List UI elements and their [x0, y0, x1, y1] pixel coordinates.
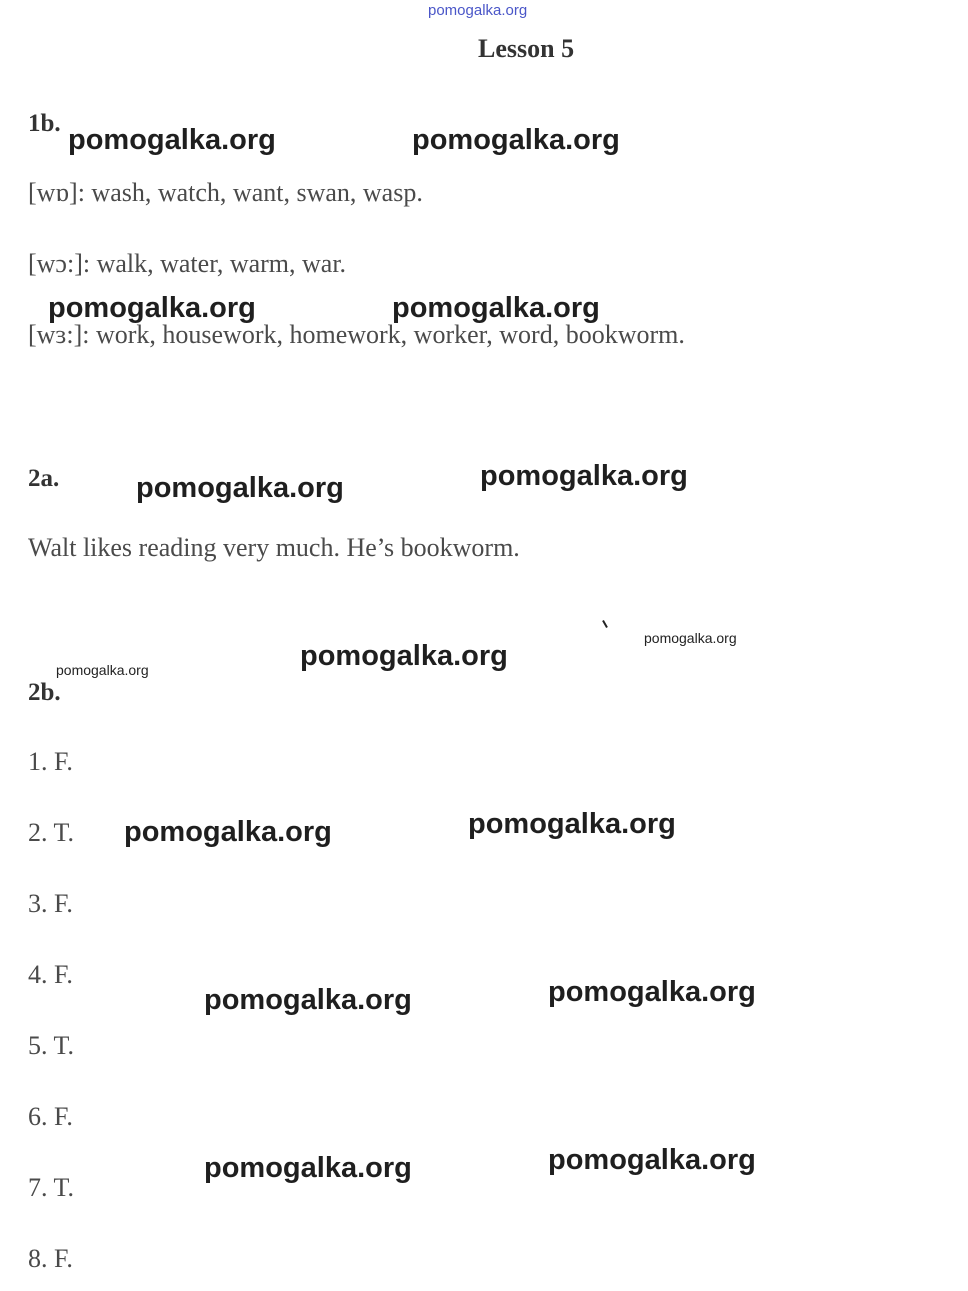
- watermark-text: pomogalka.org: [48, 292, 256, 324]
- phonetic-line-wo-long: [wɔ:]: walk, water, warm, war.: [28, 249, 347, 278]
- watermark-text-small: pomogalka.org: [644, 630, 737, 646]
- section-2a-text: Walt likes reading very much. He’s bookworm.: [28, 533, 520, 562]
- watermark-text: pomogalka.org: [204, 1152, 412, 1184]
- watermark-text: pomogalka.org: [468, 808, 676, 840]
- answer-item: 2. T.: [28, 818, 74, 847]
- answer-item: 7. T.: [28, 1173, 74, 1202]
- phonetic-line-w3-long: [wɜ:]: work, housework, homework, worker, word, bookworm.: [28, 320, 685, 349]
- stray-mark: [602, 620, 608, 628]
- watermark-text: pomogalka.org: [548, 976, 756, 1008]
- answer-item: 3. F.: [28, 889, 73, 918]
- watermark-text: pomogalka.org: [68, 124, 276, 156]
- answer-item: 4. F.: [28, 960, 73, 989]
- answer-item: 5. T.: [28, 1031, 74, 1060]
- answer-item: 8. F.: [28, 1244, 73, 1273]
- answer-item: 6. F.: [28, 1102, 73, 1131]
- watermark-text: pomogalka.org: [300, 640, 508, 672]
- answer-item: 1. F.: [28, 747, 73, 776]
- watermark-text: pomogalka.org: [480, 460, 688, 492]
- phonetic-line-wo: [wɒ]: wash, watch, want, swan, wasp.: [28, 178, 423, 207]
- page-title: Lesson 5: [478, 34, 575, 63]
- watermark-text: pomogalka.org: [548, 1144, 756, 1176]
- watermark-text: pomogalka.org: [204, 984, 412, 1016]
- top-watermark: pomogalka.org: [428, 2, 528, 19]
- watermark-text: pomogalka.org: [136, 472, 344, 504]
- section-2a-heading: 2a.: [28, 465, 60, 492]
- watermark-text-small: pomogalka.org: [56, 662, 149, 678]
- watermark-text: pomogalka.org: [392, 292, 600, 324]
- watermark-text: pomogalka.org: [124, 816, 332, 848]
- watermark-text: pomogalka.org: [412, 124, 620, 156]
- section-2b-heading: 2b.: [28, 679, 61, 706]
- section-1b-heading: 1b.: [28, 110, 61, 137]
